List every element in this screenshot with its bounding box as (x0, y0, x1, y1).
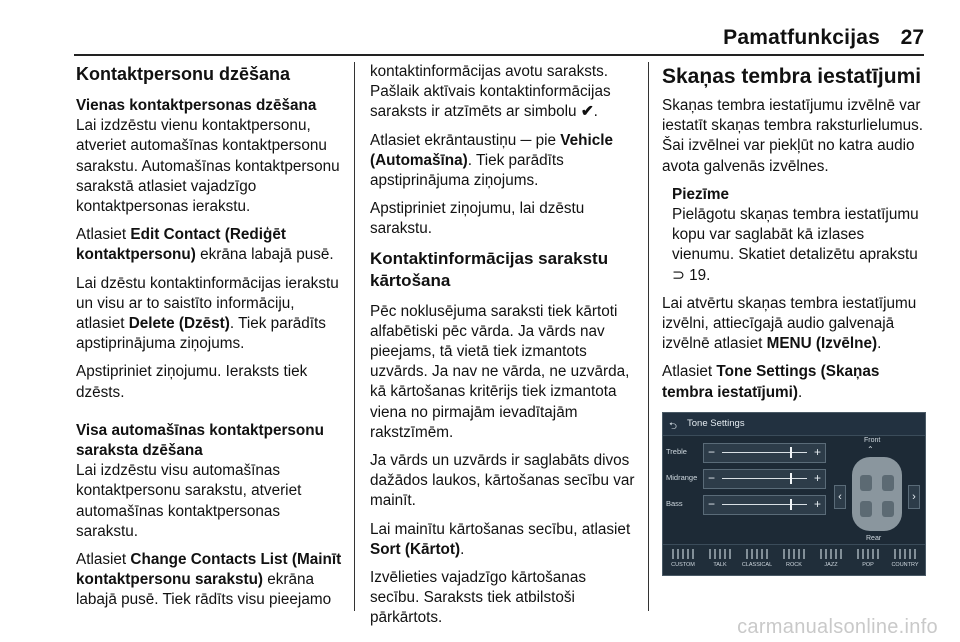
subsection-heading: Visa automašīnas kontaktpersonu saraksta dzēšana (76, 421, 324, 460)
page-ref-icon: ⊃ (672, 266, 685, 284)
ui-term: Edit Contact (Rediģēt kontaktpersonu) (76, 226, 286, 264)
column-divider-2 (648, 62, 649, 611)
plus-icon[interactable]: + (813, 471, 821, 485)
eq-row-treble (666, 443, 824, 461)
note-title: Piezīme (672, 185, 729, 203)
check-icon: ✔ (580, 103, 594, 121)
section-heading: Kontaktinformācijas sarakstu kārtošana (370, 248, 609, 290)
ui-term: Vehicle (Automašīna) (370, 131, 614, 169)
chevron-right-icon[interactable]: › (908, 485, 920, 509)
chevron-left-icon[interactable]: ‹ (834, 485, 846, 509)
paragraph: Pēc noklusējuma saraksti tiek kārtoti alfabētiski pēc vārda. Ja vārds nav pieejams, tā vietā tiek izmantots uzvārds. Ja nav ne vārda, ne uzvārda, kā kārtošanas kritērijs tiek izmantota viena no pirmajām ievadītajām rakstzīmēm. (370, 302, 630, 441)
ui-term: Tone Settings (Skaņas tembra iestatījumi) (662, 363, 880, 401)
preset-jazz[interactable]: JAZZ (813, 547, 849, 568)
ui-term: MENU (Izvēlne) (766, 335, 878, 353)
eq-slider[interactable] (703, 495, 826, 515)
column-2 (370, 62, 638, 637)
paragraph: Lai izdzēstu vienu kontaktpersonu, atveriet automašīnas kontaktpersonu sarakstu. Automašīnas kontaktpersonu sarakstā atlasiet vajadzīgo kontaktpersonas ierakstu. (76, 117, 340, 216)
page-header (0, 0, 960, 52)
paragraph: Atlasiet Tone Settings (Skaņas tembra iestatījumi). (662, 363, 880, 401)
paragraph: Lai mainītu kārtošanas secību, atlasiet Sort (Kārtot). (370, 520, 631, 558)
preset-country[interactable]: COUNTRY (887, 547, 923, 568)
header-rule (74, 54, 924, 56)
eq-row-bass (666, 495, 824, 513)
minus-icon[interactable]: − (708, 497, 716, 511)
back-icon[interactable]: ⮌ (669, 421, 678, 432)
eq-label: Midrange (666, 473, 698, 482)
figure-title: Tone Settings (687, 418, 745, 429)
paragraph: Ja vārds un uzvārds ir saglabāts divos dažādos laukos, kārtošanas secību var mainīt. (370, 452, 635, 510)
ui-term: Sort (Kārtot) (370, 540, 461, 558)
minus-icon: ─ (520, 131, 532, 149)
paragraph: Atlasiet Edit Contact (Rediģēt kontaktpersonu) ekrāna labajā pusē. (76, 226, 334, 264)
note-box (672, 185, 928, 286)
eq-label: Bass (666, 499, 683, 508)
paragraph: Atlasiet Change Contacts List (Mainīt kontaktpersonu sarakstu) ekrāna labajā pusē. Tiek rādīts visu pieejamo (76, 551, 342, 609)
preset-custom[interactable]: CUSTOM (665, 547, 701, 568)
preset-classical[interactable]: CLASSICAL (739, 547, 775, 568)
balance-fader-panel[interactable] (834, 437, 920, 549)
note-text: Pielāgotu skaņas tembra iestatījumu kopu var saglabāt kā izlases vienumu. Skatiet detalizētu aprakstu ⊃ 19. (672, 206, 919, 284)
rear-label: Rear (866, 535, 882, 542)
section-heading: Kontaktpersonu dzēšana (76, 64, 291, 84)
paragraph: Skaņas tembra iestatījumu izvēlnē var iestatīt skaņas tembra raksturlielumus. Šai izvēlnei var piekļūt no katra audio avota galvenās izvēlnes. (662, 97, 923, 175)
front-label: Front (864, 437, 881, 444)
plus-icon[interactable]: + (813, 445, 821, 459)
paragraph: Apstipriniet ziņojumu. Ieraksts tiek dzēsts. (76, 363, 308, 401)
minus-icon[interactable]: − (708, 445, 716, 459)
eq-slider[interactable] (703, 443, 826, 463)
preset-pop[interactable]: POP (850, 547, 886, 568)
plus-icon[interactable]: + (813, 497, 821, 511)
header-title: Pamatfunkcijas (723, 26, 880, 49)
figure-title-bar (663, 413, 925, 436)
eq-row-midrange (666, 469, 824, 487)
watermark: carmanualsonline.info (737, 616, 938, 638)
paragraph: Lai izdzēstu visu automašīnas kontaktpersonu sarakstu, atveriet automašīnas kontaktpersonas sarakstu. (76, 462, 302, 540)
preset-rock[interactable]: ROCK (776, 547, 812, 568)
minus-icon[interactable]: − (708, 471, 716, 485)
column-1 (76, 62, 346, 619)
column-3 (662, 62, 928, 411)
eq-label: Treble (666, 447, 687, 456)
section-heading: Skaņas tembra iestatījumi (662, 65, 922, 88)
tone-settings-screenshot (662, 412, 926, 576)
slider-knob[interactable] (790, 499, 792, 510)
chevron-up-icon[interactable]: ⌃ (867, 445, 874, 454)
paragraph: Izvēlieties vajadzīgo kārtošanas secību. Saraksts tiek atbilstoši pārkārtots. (370, 569, 586, 627)
column-divider-1 (354, 62, 355, 611)
paragraph: Atlasiet ekrāntaustiņu ─ pie Vehicle (Automašīna). Tiek parādīts apstiprinājuma ziņojums. (370, 131, 614, 190)
paragraph: Apstipriniet ziņojumu, lai dzēstu sarakstu. (370, 200, 585, 238)
page-number: 27 (900, 26, 924, 49)
paragraph: Lai atvērtu skaņas tembra iestatījumu izvēlni, attiecīgajā audio galvenajā izvēlnē atlasiet MENU (Izvēlne). (662, 294, 917, 353)
preset-talk[interactable]: TALK (702, 547, 738, 568)
subsection-heading: Vienas kontaktpersonas dzēšana (76, 97, 317, 114)
eq-slider[interactable] (703, 469, 826, 489)
eq-presets-bar (663, 544, 925, 575)
slider-knob[interactable] (790, 473, 792, 484)
car-icon (852, 457, 902, 531)
slider-knob[interactable] (790, 447, 792, 458)
ui-term: Change Contacts List (Mainīt kontaktpersonu sarakstu) (76, 551, 342, 589)
ui-term: Delete (Dzēst) (128, 315, 230, 333)
paragraph: kontaktinformācijas avotu saraksts. Pašlaik aktīvais kontaktinformācijas saraksts ir atzīmēts ar simbolu ✔. (370, 63, 611, 121)
paragraph: Lai dzēstu kontaktinformācijas ierakstu un visu ar to saistīto informāciju, atlasiet Delete (Dzēst). Tiek parādīts apstiprinājuma ziņojums. (76, 274, 339, 353)
